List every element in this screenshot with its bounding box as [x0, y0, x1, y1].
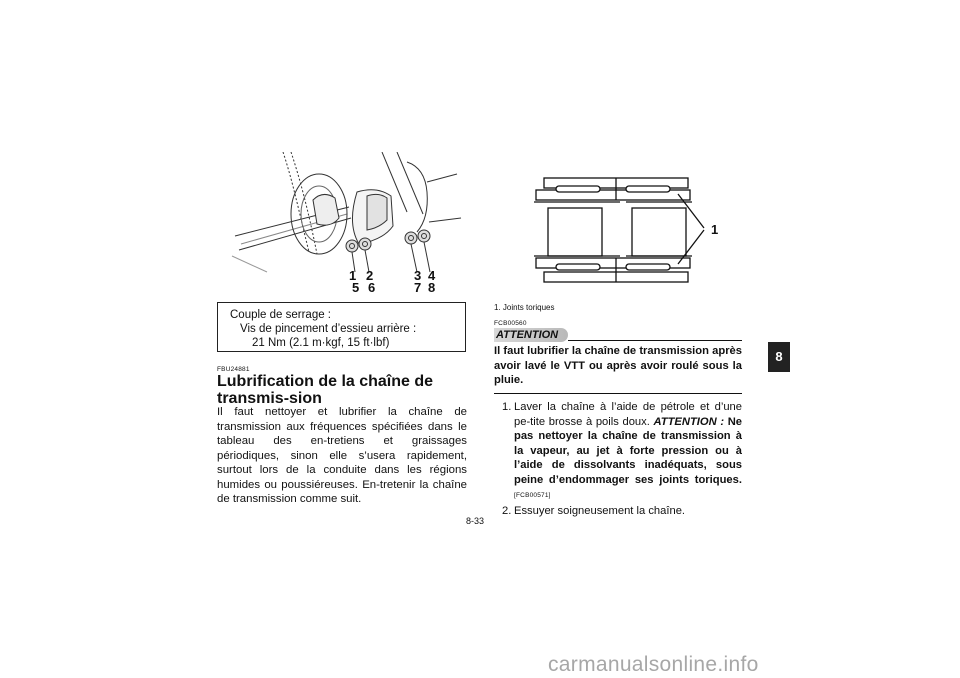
attention-top-rule	[568, 340, 742, 341]
step-number: 2.	[502, 504, 512, 517]
procedure-steps	[494, 400, 742, 518]
attention-text: Il faut lubrifier la chaîne de transmission après avoir lavé le VTT ou après avoir roulé sous la pluie.	[494, 345, 742, 386]
photo-callout-2: 2	[366, 268, 374, 283]
photo-callout-3: 3	[414, 268, 422, 283]
torque-item: Vis de pincement d’essieu arrière :	[240, 323, 417, 335]
step-1	[494, 400, 742, 504]
torque-spec-box	[217, 302, 466, 352]
step-number: 1.	[502, 401, 512, 413]
step-warning: Ne pas nettoyer la chaîne de transmission à la vapeur, au jet à forte pression ou à l’aide de dissolvants inadéquats, sous peine d’endommager ses joints toriques.	[514, 415, 743, 486]
page-number: 8-33	[466, 516, 485, 526]
section-body: Il faut nettoyer et lubrifier la chaîne de transmission aux fréquences spécifiées dans le tableau des en-tretiens et graissages périodiques, sinon elle s’usera rapidement, surtout lors de la conduite dans les régions humides ou poussiéreuses. En-tretenir la chaîne de transmission comme suit.	[217, 406, 467, 505]
chain-oring-diagram	[530, 168, 730, 290]
photo-callout-6: 6	[368, 280, 376, 295]
step-attention-label: ATTENTION :	[653, 415, 725, 428]
chapter-tab: 8	[768, 342, 790, 372]
step-text: Laver la chaîne à l’aide de pétrole et d’une pe-tite brosse à poils doux.	[514, 401, 742, 428]
torque-heading: Couple de serrage :	[230, 309, 332, 321]
photo-callout-7: 7	[414, 280, 422, 295]
photo-callout-5: 5	[352, 280, 360, 295]
torque-value: 21 Nm (2.1 m·kgf, 15 ft·lbf)	[252, 337, 390, 349]
section-title: Lubrification de la chaîne de transmis-sion	[217, 373, 434, 407]
attention-header	[494, 328, 742, 342]
section-code: FBU24881	[217, 366, 250, 373]
step-ref-code: [FCB00571]	[514, 492, 551, 499]
step-text: Essuyer soigneusement la chaîne.	[514, 504, 686, 517]
photo-callout-4: 4	[428, 268, 436, 283]
attention-code: FCB00560	[494, 320, 527, 327]
attention-bottom-rule	[494, 393, 742, 394]
watermark: carmanualsonline.info	[548, 653, 759, 676]
diagram-caption: 1. Joints toriques	[494, 303, 555, 312]
photo-callout-8: 8	[428, 280, 436, 295]
step-2	[494, 504, 742, 519]
attention-badge: ATTENTION	[494, 328, 568, 342]
photo-callout-1: 1	[349, 268, 357, 283]
diagram-callout-1: 1	[711, 222, 719, 237]
